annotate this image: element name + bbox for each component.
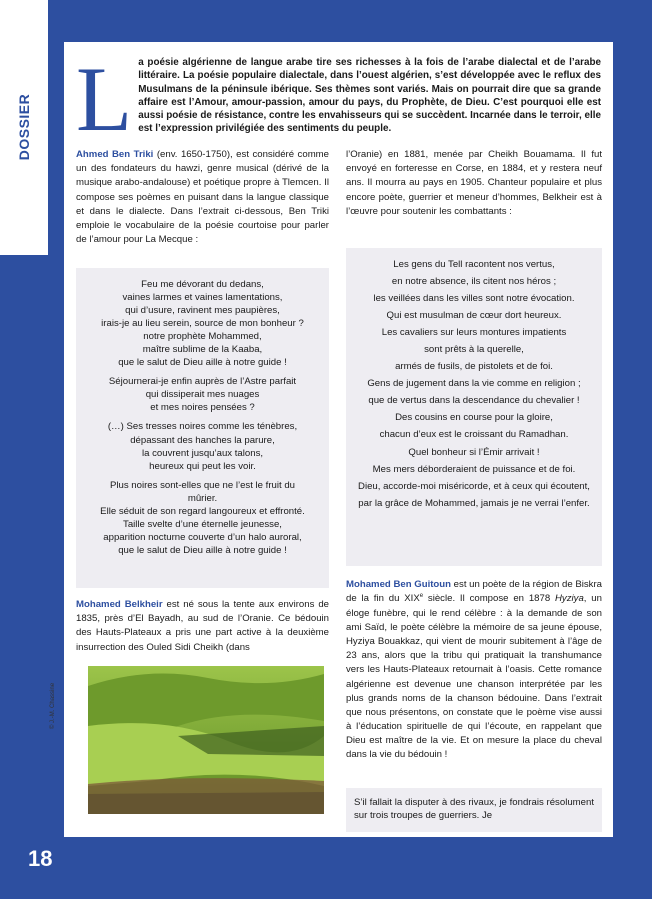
landscape-illustration	[88, 666, 324, 814]
poem-line: Qui est musulman de cœur dort heureux.	[386, 310, 562, 322]
poem-triki	[76, 268, 329, 588]
triki-name: Ahmed Ben Triki	[76, 149, 154, 160]
guitoun-text: siècle. Il compose en 1878	[423, 593, 555, 605]
superscript: e	[419, 593, 424, 600]
poem-line: Mes mers déborderaient de puissance et de foi.	[372, 463, 576, 475]
page-number: 18	[28, 846, 53, 871]
triki-paragraph	[76, 148, 329, 247]
poem-line: Dieu, accorde-moi miséricorde, et à ceux qui écoutent,	[358, 480, 590, 492]
poem-stanza: (…) Ses tresses noires comme les ténèbres, dépassant des hanches la parure, la couvrent jusqu’aux talons, heureux qui peut les voir.	[107, 421, 298, 472]
guitoun-name: Mohamed Ben Guitoun	[346, 579, 452, 590]
guitoun-text: est un poète de la région de Biskra de la fin du XIX	[346, 579, 602, 605]
poem-line: Gens de jugement dans la vie comme en religion ;	[367, 378, 581, 390]
guitoun-paragraph	[346, 578, 602, 763]
belkheir-continued	[346, 148, 602, 219]
belkheir-paragraph	[76, 598, 329, 655]
poem-line: les veillées dans les villes sont notre évocation.	[373, 293, 575, 305]
poem-stanza: Plus noires sont-elles que ne l’est le fruit du mûrier. Elle séduit de son regard langoureux et effronté. Taille svelte d’une éternelle jeunesse, apparition nocturne couverte d’un halo auroral, que le salut de Dieu aille à notre guide !	[100, 479, 305, 556]
poem-line: S’il fallait la disputer à des rivaux, je fondrais résolument sur trois troupes de guerriers. Je	[354, 797, 594, 822]
photo-credit: © J.-M. Chassine	[50, 682, 56, 730]
poem-line: Des cousins en course pour la gloire,	[395, 412, 553, 424]
poem-line: que de vertus dans la descendance du chevalier !	[368, 395, 580, 407]
poem-line: par la grâce de Mohammed, jamais je ne verrai l’enfer.	[358, 497, 590, 509]
poem-stanza: Feu me dévorant du dedans, vaines larmes et vaines lamentations, qui d’usure, ravinent mes paupières, irais-je au lieu serein, source de mon bonheur ? notre prophète Mohammed, maître sublime de la Kaaba, que le salut de Dieu aille à notre guide !	[101, 279, 304, 369]
page-content	[64, 42, 613, 837]
poem-line: Quel bonheur si l’Émir arrivait !	[408, 446, 540, 458]
belkheir-cont-text: l’Oranie) en 1881, menée par Cheikh Bouamama. Il fut envoyé en forteresse en Corse, en 1884, et y restera neuf ans. Il mourra au pays en 1905. Chanteur populaire et plus encore poète, guerrier et meneur d’hommes, Belkheir est à l’œuvre pour soutenir les combattants :	[346, 149, 602, 217]
triki-text: (env. 1650-1750), est considéré comme un des fondateurs du hawzi, genre musical (dérivé de la musique arabo-andalouse) et poétique propre à Tlemcen. Il compose ses poèmes en puisant dans la langue classique et dans le dialecte. Dans l’extrait ci-dessous, Ben Triki emploie le vocabulaire de la poésie courtoise pour parler de l’amour pour La Mecque :	[76, 149, 330, 246]
belkheir-text: est né sous la tente aux environs de 1835, près d’El Bayadh, au sud de l’Oranie. Ce bédouin des Hauts-Plateaux a pris une part active à la deuxième insurrection des Ouled Sidi Cheikh (dans	[76, 599, 329, 653]
poem-line: Les cavaliers sur leurs montures impatients	[381, 327, 567, 339]
section-label: DOSSIER	[16, 93, 32, 161]
belkheir-name: Mohamed Belkheir	[76, 599, 163, 610]
poem-line: armés de fusils, de pistolets et de foi.	[395, 361, 553, 373]
poem-line: en notre absence, ils citent nos héros ;	[391, 276, 557, 288]
poem-guitoun	[346, 788, 602, 832]
poem-line: chacun d’eux est le croissant du Ramadhan.	[379, 429, 569, 441]
poem-title: Hyziya	[555, 593, 584, 605]
poem-stanza: Séjournerai-je enfin auprès de l’Astre parfait qui dissiperait mes nuages et mes noires pensées ?	[108, 376, 297, 414]
intro-text: a poésie algérienne de langue arabe tire ses richesses à la fois de l’arabe dialectal et de l’arabe littéraire. La poésie populaire dialectale, dans l’ouest algérien, s’est développée avec le reflux des Musulmans de la péninsule ibérique. Ses thèmes sont variés. Mais on pourrait dire que sa grande affaire est l’Amour, amour-passion, amour du pays, du Prophète, de Dieu. C’est pourquoi elle est aussi poésie de résistance, contre les envahisseurs qui se succèdent. Incarnée dans le terroir, elle est l’expression privilégiée des sentiments du peuple.	[138, 57, 601, 135]
credit-holder	[324, 666, 336, 814]
intro-paragraph	[76, 48, 601, 150]
poem-belkheir	[346, 248, 602, 566]
guitoun-text: , un éloge funèbre, qui le rend célèbre : à la demande de son ami Saïd, le poète célèbre la mémoire de sa jeune épouse, Hyziya Bouakkaz, qui vient de mourir subitement à l’âge de 23 ans, alors que la tribu qui pratiquait la transhumance vers les Hauts-Plateaux retournait à l’oasis. Cette romance algérienne est devenue une chanson interprétée par les plus grands noms de la chanson bédouine. Dans l’extrait que nous présentons, on constate que le poème vise aussi à l’éducation spirituelle de qui l’écoute, en rappelant que Dieu est maître de la vie. Et on mesure la place du cheval dans la vie du bédouin !	[346, 593, 602, 761]
drop-cap: L	[76, 48, 133, 150]
landscape-photo	[88, 666, 324, 814]
poem-line: Les gens du Tell racontent nos vertus,	[393, 259, 555, 270]
poem-line: sont prêts à la querelle,	[424, 344, 524, 356]
